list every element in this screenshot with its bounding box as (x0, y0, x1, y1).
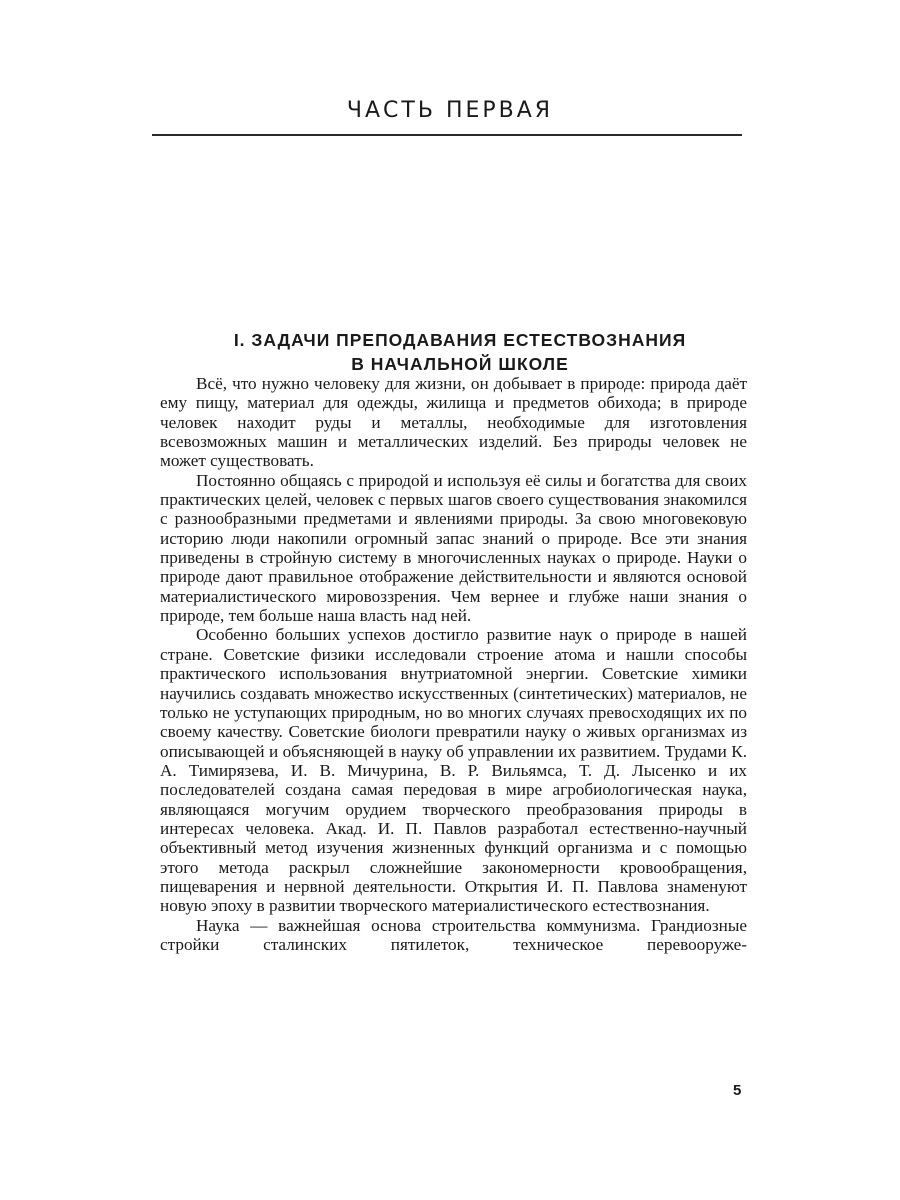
chapter-heading-line-1: I. ЗАДАЧИ ПРЕПОДАВАНИЯ ЕСТЕСТВОЗНАНИЯ (233, 330, 687, 350)
paragraph-1: Всё, что нужно человеку для жизни, он добывает в природе: природа даёт ему пищу, материал для одежды, жилища и предметов обихода; в природе человек находит руды и металлы, необходимые для изготовления всевозможных машин и металлических изделий. Без природы человек не может существовать. (160, 374, 747, 471)
body-text (160, 374, 747, 954)
chapter-heading-line-2: В НАЧАЛЬНОЙ ШКОЛЕ (351, 354, 569, 374)
chapter-heading (150, 328, 770, 376)
part-title: ЧАСТЬ ПЕРВАЯ (346, 98, 554, 123)
paragraph-3: Особенно больших успехов достигло развитие наук о природе в нашей стране. Советские физики исследовали строение атома и нашли способы практического использования внутриатомной энергии. Советские химики научились создавать множество искусственных (синтетических) материалов, не только не уступающих природным, но во многих случаях превосходящих их по своему качеству. Советские биологи превратили науку о живых организмах из описывающей и объясняющей в науку об управлении их развитием. Трудами К. А. Тимирязева, И. В. Мичурина, В. Р. Вильямса, Т. Д. Лысенко и их последователей создана самая передовая в мире агробиологическая наука, являющаяся могучим орудием творческого преобразования природы в интересах человека. Акад. И. П. Павлов разработал естественно-научный объективный метод изучения жизненных функций организма и с помощью этого метода раскрыл сложнейшие закономерности кровообращения, пищеварения и нервной деятельности. Открытия И. П. Павлова знаменуют новую эпоху в развитии творческого материалистического естествознания. (160, 625, 747, 916)
page-number: 5 (733, 1082, 742, 1099)
part-title-rule (152, 134, 742, 136)
paragraph-2: Постоянно общаясь с природой и используя её силы и богатства для своих практических целей, человек с первых шагов своего существования знакомился с разнообразными предметами и явлениями природы. За свою многовековую историю люди накопили огромный запас знаний о природе. Все эти знания приведены в стройную систему в многочисленных науках о природе. Науки о природе дают правильное отображение действительности и являются основой материалистического мировоззрения. Чем вернее и глубже наши знания о природе, тем больше наша власть над ней. (160, 470, 747, 626)
paragraph-4: Наука — важнейшая основа строительства коммунизма. Грандиозные стройки сталинских пятилеток, техническое перевооруже- (160, 915, 747, 954)
